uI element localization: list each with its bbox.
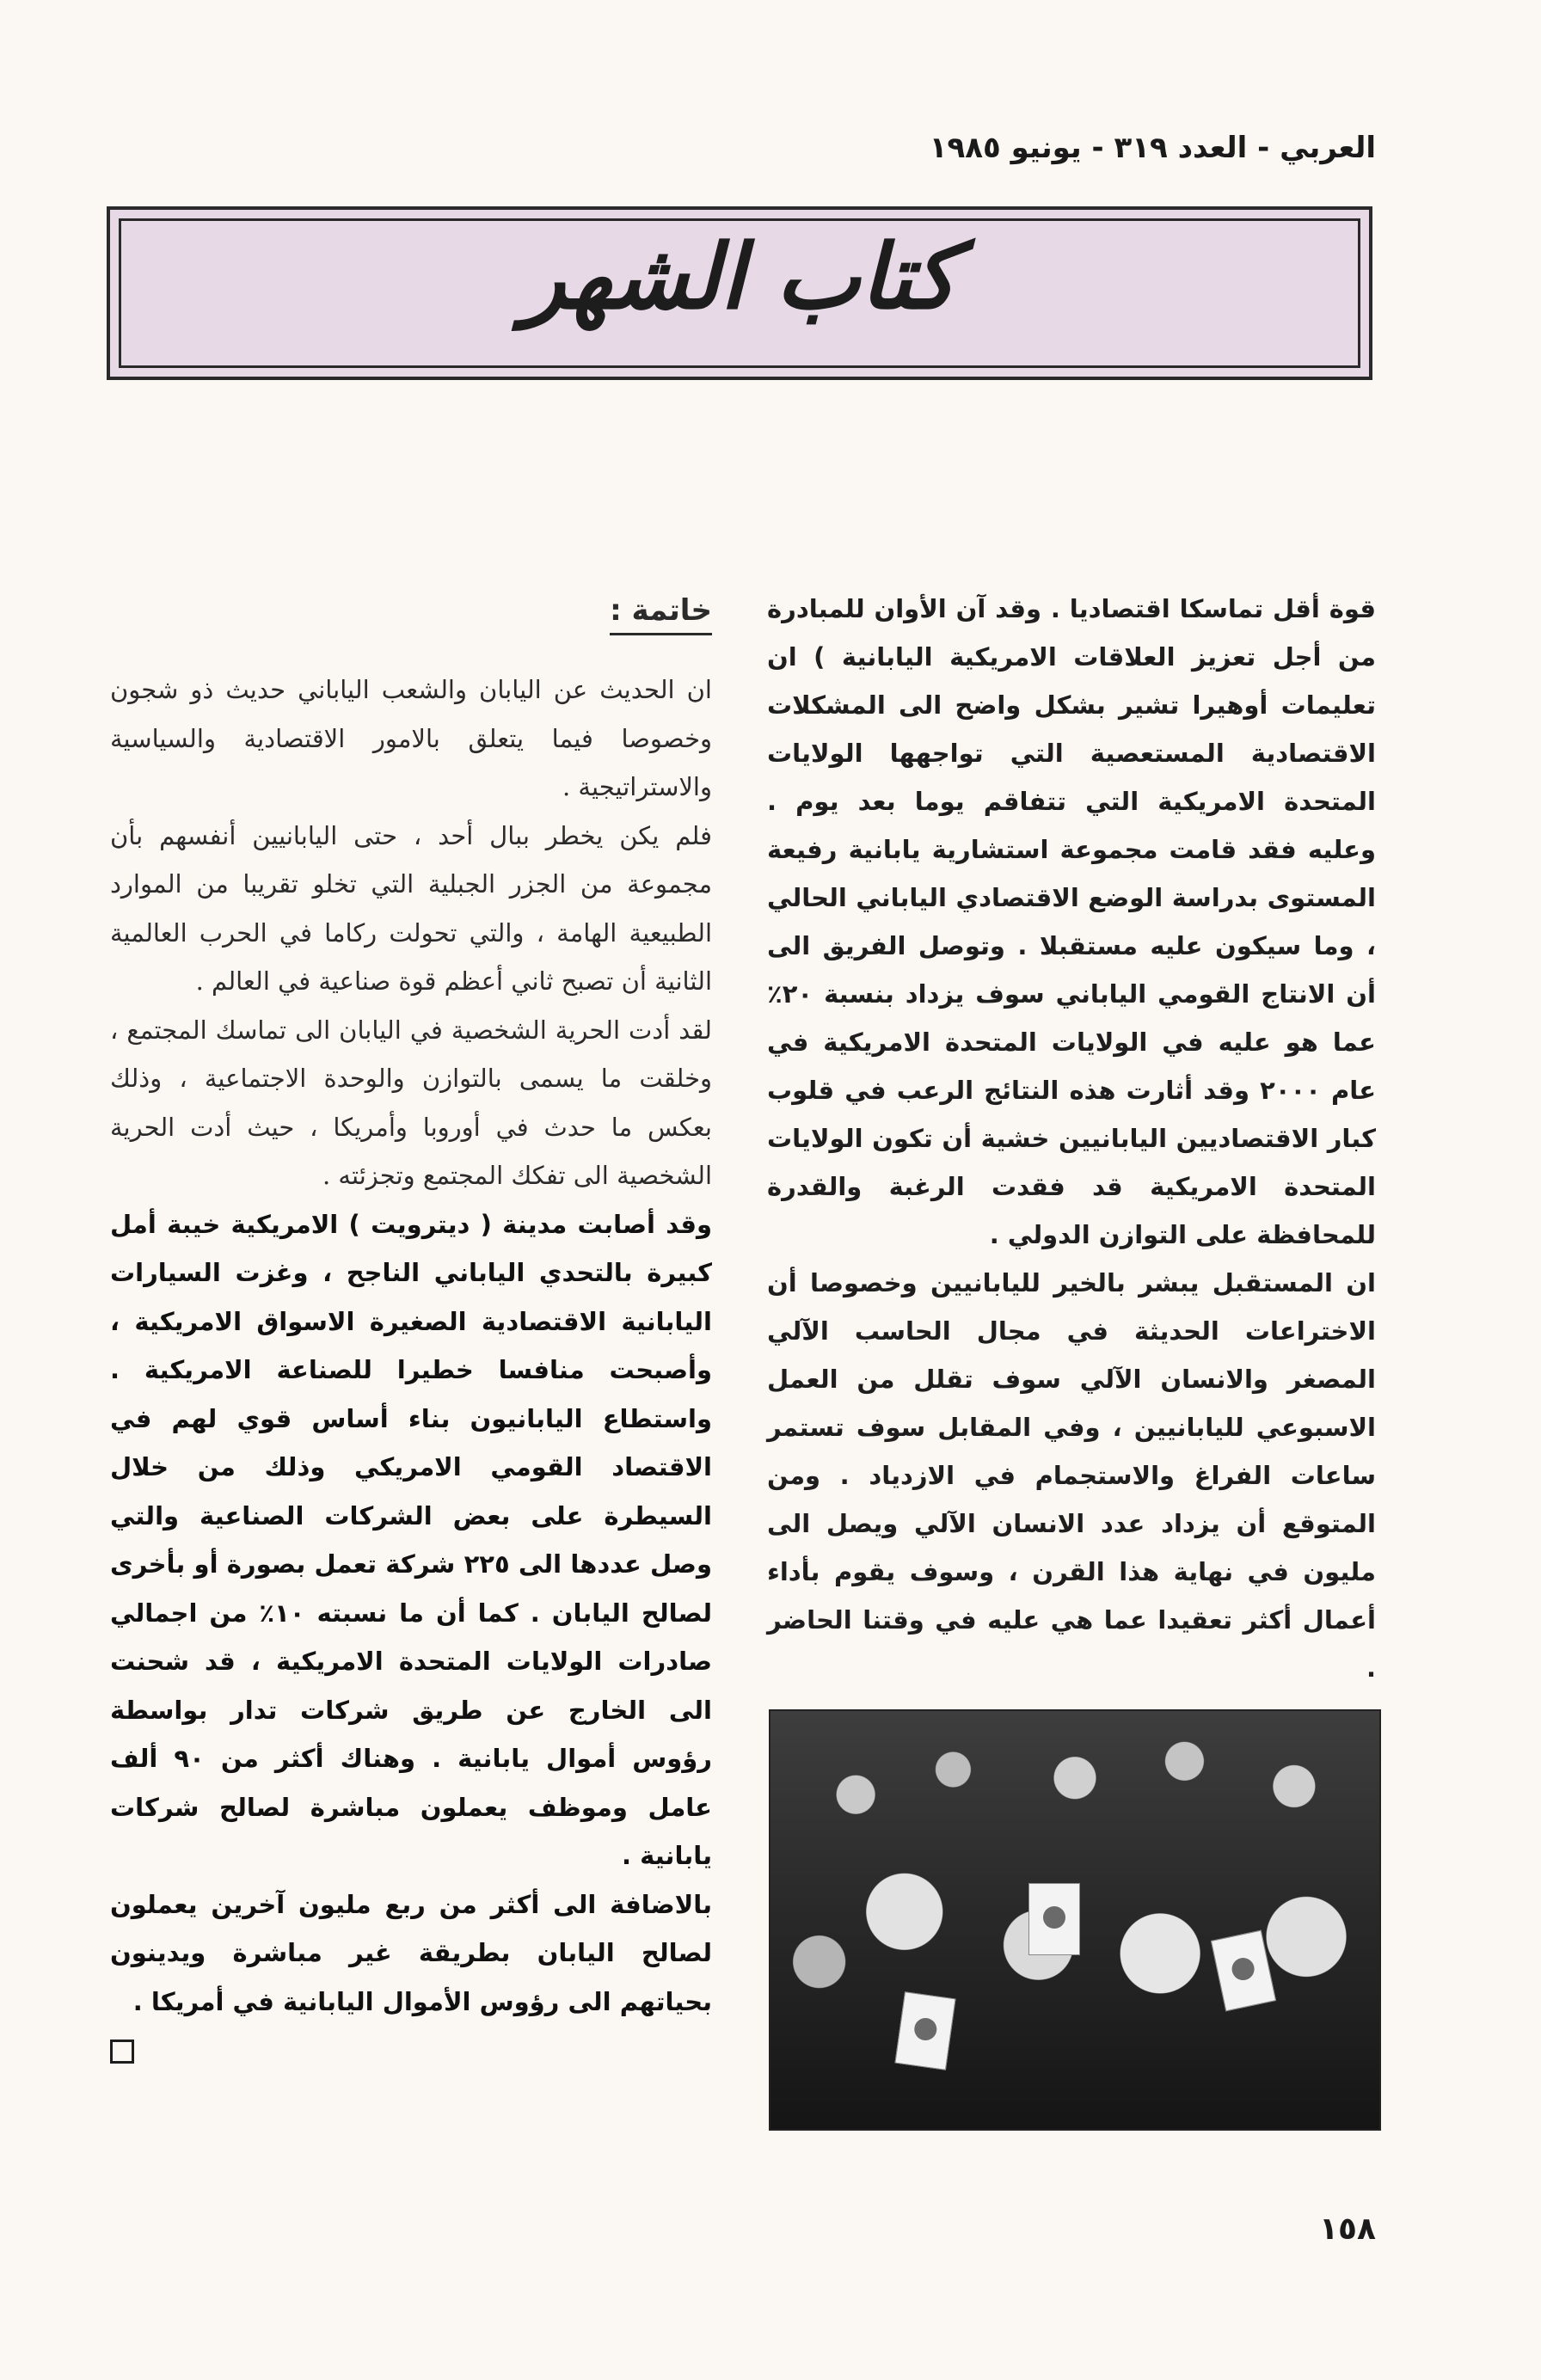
flag-icon [1211, 1930, 1276, 2012]
left-column [110, 585, 712, 2064]
issue-header: العربي - العدد ٣١٩ - يونيو ١٩٨٥ [929, 131, 1376, 165]
section-banner [107, 206, 1372, 380]
section-heading-text: خاتمة : [610, 593, 712, 635]
paragraph: وقد أصابت مدينة ( ديترويت ) الامريكية خيبة أمل كبيرة بالتحدي الياباني الناجح ، وغزت السيارات اليابانية الاقتصادية الصغيرة الاسواق الامريكية ، وأصبحت منافسا خطيرا للصناعة الامريكية . واستطاع اليابانيون بناء أساس قوي لهم في الاقتصاد القومي الامريكي وذلك من خلال السيطرة على بعض الشركات الصناعية والتي وصل عددها الى ٢٢٥ شركة تعمل بصورة أو بأخرى لصالح اليابان . كما أن ما نسبته ١٠٪ من اجمالي صادرات الولايات المتحدة الامريكية ، قد شحنت الى الخارج عن طريق شركات تدار بواسطة رؤوس أموال يابانية . وهناك أكثر من ٩٠ ألف عامل وموظف يعملون مباشرة لصالح شركات يابانية . [110, 1209, 712, 1870]
paragraph-text: بالاضافة الى أكثر من ربع مليون آخرين يعملون لصالح اليابان بطريقة غير مباشرة ويدينون بحياتهم الى رؤوس الأموال اليابانية في أمريكا . [110, 1889, 712, 2016]
paragraph: ان المستقبل يبشر بالخير لليابانيين وخصوصا أن الاختراعات الحديثة في مجال الحاسب الآلي المصغر والانسان الآلي سوف تقلل من العمل الاسبوعي لليابانيين ، وفي المقابل سوف تستمر ساعات الفراغ والاستجمام في الازدياد . ومن المتوقع أن يزداد عدد الانسان الآلي ويصل الى مليون في نهاية هذا القرن ، وسوف يقوم بأداء أعمال أكثر تعقيدا عما هي عليه في وقتنا الحاضر . [767, 1268, 1376, 1683]
paragraph: لقد أدت الحرية الشخصية في اليابان الى تماسك المجتمع ، وخلقت ما يسمى بالتوازن والوحدة الاجتماعية ، وذلك بعكس ما حدث في أوروبا وأمريكا ، حيث أدت الحرية الشخصية الى تفكك المجتمع وتجزئته . [110, 1015, 712, 1190]
paragraph: قوة أقل تماسكا اقتصاديا . وقد آن الأوان للمبادرة من أجل تعزيز العلاقات الامريكية اليابانية ) ان تعليمات أوهيرا تشير بشكل واضح الى المشكلات الاقتصادية المستعصية التي تواجهها الولايات المتحدة الامريكية التي تتفاقم يوما بعد يوم . وعليه فقد قامت مجموعة استشارية يابانية رفيعة المستوى بدراسة الوضع الاقتصادي الياباني الحالي ، وما سيكون عليه مستقبلا . وتوصل الفريق الى أن الانتاج القومي الياباني سوف يزداد بنسبة ٢٠٪ عما هو عليه في الولايات المتحدة الامريكية في عام ٢٠٠٠ وقد أثارت هذه النتائج الرعب في قلوب كبار الاقتصاديين اليابانيين خشية أن تكون الولايات المتحدة الامريكية قد فقدت الرغبة والقدرة للمحافظة على التوازن الدولي . [767, 594, 1377, 1249]
right-column [767, 585, 1376, 1692]
flag-icon [894, 1991, 955, 2070]
paragraph: ان الحديث عن اليابان والشعب الياباني حديث ذو شجون وخصوصا فيما يتعلق بالامور الاقتصادية والسياسية والاستراتيجية . [110, 675, 712, 801]
paragraph: فلم يكن يخطر ببال أحد ، حتى اليابانيين أنفسهم بأن مجموعة من الجزر الجبلية التي تخلو تقريبا من الموارد الطبيعية الهامة ، والتي تحولت ركاما في الحرب العالمية الثانية أن تصبح ثاني أعظم قوة صناعية في العالم . [110, 820, 712, 996]
crowd-photo [769, 1709, 1381, 2131]
flag-icon [1028, 1883, 1080, 1955]
end-of-article-icon [110, 2040, 134, 2064]
paragraph [110, 1880, 712, 2027]
page-number: ١٥٨ [1319, 2211, 1376, 2247]
banner-title: كتاب الشهر [522, 224, 957, 329]
section-heading [110, 585, 712, 636]
